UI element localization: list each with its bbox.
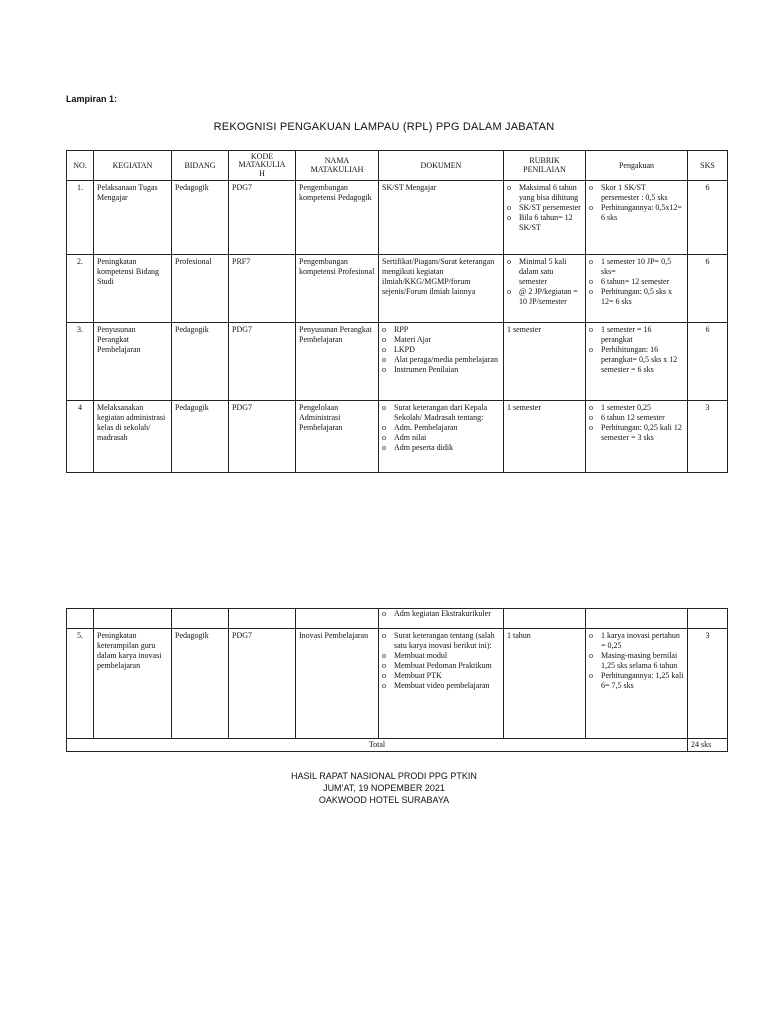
list-item: o 6 tahun= 12 semester: [601, 277, 684, 287]
attachment-label: Lampiran 1:: [66, 94, 118, 104]
cell-kegiatan: Pelaksanaan Tugas Mengajar: [94, 181, 172, 255]
cell-no: 3.: [67, 323, 94, 401]
cell-kegiatan: Penyusunan Perangkat Pembelajaran: [94, 323, 172, 401]
cell-rubrik: 1 semester: [504, 401, 586, 473]
header-bidang: BIDANG: [172, 151, 229, 181]
cell-sks: 3: [688, 629, 728, 739]
cell-empty: [67, 609, 94, 629]
list-item: o 1 semester 0,25: [601, 403, 684, 413]
cell-kode: PRF7: [229, 255, 296, 323]
cell-bidang: Pedagogik: [172, 181, 229, 255]
cell-empty: [504, 609, 586, 629]
cell-bidang: Pedagogik: [172, 401, 229, 473]
list-item: o RPP: [394, 325, 500, 335]
cell-pengakuan: [586, 629, 688, 739]
cell-nama: Pengembangan kompetensi Profesional: [296, 255, 379, 323]
header-rubrik: RUBRIK PENILAIAN: [504, 151, 586, 181]
list-item: o Alat peraga/media pembelajaran: [394, 355, 500, 365]
list-item: o 1 semester 10 JP= 0,5 sks=: [601, 257, 684, 277]
cell-sks: 6: [688, 255, 728, 323]
list-item: o Skor 1 SK/ST persemester : 0,5 sks: [601, 183, 684, 203]
header-dokumen: DOKUMEN: [379, 151, 504, 181]
table-row: [67, 255, 728, 323]
cell-no: 5.: [67, 629, 94, 739]
list-item: o 1 semester = 16 perangkat: [601, 325, 684, 345]
list-item: o Instrumen Penilaian: [394, 365, 500, 375]
list-item: o Perhitungan: 0,5 sks x 12= 6 sks: [601, 287, 684, 307]
cell-bidang: Pedagogik: [172, 323, 229, 401]
cell-nama: Pengembangan kompetensi Pedagogik: [296, 181, 379, 255]
table-row: [67, 323, 728, 401]
table-row-continuation: [67, 609, 728, 629]
cell-rubrik: [504, 181, 586, 255]
cell-kegiatan: Peningkatan keterampilan guru dalam karya inovasi pembelajaran: [94, 629, 172, 739]
cell-dokumen: [379, 401, 504, 473]
cell-dokumen: [379, 323, 504, 401]
cell-kode: PDG7: [229, 323, 296, 401]
cell-empty: [296, 609, 379, 629]
list-item: o Adm peserta didik: [394, 443, 500, 453]
header-sks: SKS: [688, 151, 728, 181]
list-item: o 1 karya inovasi pertahun = 0,25: [601, 631, 684, 651]
rpl-table-page-continued: [66, 608, 728, 752]
list-item: o Minimal 5 kali dalam satu semester: [519, 257, 582, 287]
cell-empty: [94, 609, 172, 629]
total-label: Total: [67, 739, 688, 752]
cell-empty: [688, 609, 728, 629]
list-item: o 6 tahun 12 semester: [601, 413, 684, 423]
cell-kegiatan: Peningkatan kompetensi Bidang Studi: [94, 255, 172, 323]
cell-bidang: Pedagogik: [172, 629, 229, 739]
list-item: o Perhitungannya: 0,5x12= 6 sks: [601, 203, 684, 223]
cell-rubrik: 1 semester: [504, 323, 586, 401]
list-item: o Surat keterangan dari Kepala Sekolah/ Madrasah tentang:: [394, 403, 500, 423]
cell-no: 1.: [67, 181, 94, 255]
cell-pengakuan: [586, 181, 688, 255]
cell-kegiatan: Melaksanakan kegiatan administrasi kelas di sekolah/ madrasah: [94, 401, 172, 473]
table-row: [67, 181, 728, 255]
cell-dokumen: [379, 629, 504, 739]
total-value: 24 sks: [688, 739, 728, 752]
cell-nama: Inovasi Pembelajaran: [296, 629, 379, 739]
cell-empty: [172, 609, 229, 629]
cell-nama: Penyusunan Perangkat Pembelajaran: [296, 323, 379, 401]
cell-kode: PDG7: [229, 629, 296, 739]
cell-rubrik: [504, 255, 586, 323]
cell-dokumen: Sertifikat/Piagam/Surat keterangan mengikuti kegiatan ilmiah/KKG/MGMP/forum sejenis/Forum ilmiah lainnya: [379, 255, 504, 323]
cell-empty: [586, 609, 688, 629]
list-item: o Perhitungan: 0,25 kali 12 semester = 3 sks: [601, 423, 684, 443]
cell-sks: 6: [688, 181, 728, 255]
cell-no: 2.: [67, 255, 94, 323]
list-item: o Perhihitungan: 16 perangkat= 0,5 sks x 12 semester = 6 sks: [601, 345, 684, 375]
footer-line: HASIL RAPAT NASIONAL PRODI PPG PTKIN: [291, 771, 477, 781]
cell-pengakuan: [586, 401, 688, 473]
cell-no: 4: [67, 401, 94, 473]
list-item: o Membuat Pedoman Praktikum: [394, 661, 500, 671]
list-item: o Membuat PTK: [394, 671, 500, 681]
list-item: o Maksimal 6 tahun yang bisa dihitung: [519, 183, 582, 203]
list-item: o Surat keterangan tentang (salah satu karya inovasi berikut ini):: [394, 631, 500, 651]
header-kegiatan: KEGIATAN: [94, 151, 172, 181]
document-title: REKOGNISI PENGAKUAN LAMPAU (RPL) PPG DALAM JABATAN: [213, 121, 555, 133]
footer-line: OAKWOOD HOTEL SURABAYA: [318, 795, 450, 805]
list-item: o Membuat video pembelajaran: [394, 681, 500, 691]
list-item: o Membuat modul: [394, 651, 500, 661]
cell-nama: Pengelolaan Administrasi Pembelajaran: [296, 401, 379, 473]
cell-bidang: Profesional: [172, 255, 229, 323]
cell-pengakuan: [586, 323, 688, 401]
list-item: o LKPD: [394, 345, 500, 355]
cell-kode: PDG7: [229, 401, 296, 473]
header-pengakuan: Pengakuan: [586, 151, 688, 181]
cell-dokumen: SK/ST Mengajar: [379, 181, 504, 255]
header-kode: KODE MATAKULIA H: [229, 151, 296, 181]
table-total-row: [67, 739, 728, 752]
footer-line: JUM’AT, 19 NOPEMBER 2021: [323, 783, 445, 793]
table-header-row: [67, 151, 728, 181]
table-row: [67, 629, 728, 739]
list-item: o Adm nilai: [394, 433, 500, 443]
cell-dokumen: [379, 609, 504, 629]
list-item: o SK/ST persemester: [519, 203, 582, 213]
cell-kode: PDG7: [229, 181, 296, 255]
list-item: o Bila 6 tahun= 12 SK/ST: [519, 213, 582, 233]
list-item: o Adm kegiatan Ekstrakurikuler: [394, 609, 500, 619]
header-nama: NAMA MATAKULIAH: [296, 151, 379, 181]
list-item: o Materi Ajar: [394, 335, 500, 345]
table-row: [67, 401, 728, 473]
rpl-table-page-top: [66, 150, 728, 473]
header-no: NO.: [67, 151, 94, 181]
list-item: o @ 2 JP/kegiatan = 10 JP/semester: [519, 287, 582, 307]
cell-pengakuan: [586, 255, 688, 323]
document-footer: [0, 770, 768, 806]
cell-sks: 3: [688, 401, 728, 473]
list-item: o Masing-masing bernilai 1,25 sks selama 6 tahun: [601, 651, 684, 671]
cell-sks: 6: [688, 323, 728, 401]
list-item: o Adm. Pembelajaran: [394, 423, 500, 433]
list-item: o Perhitungannya: 1,25 kali 6= 7,5 sks: [601, 671, 684, 691]
cell-rubrik: 1 tahun: [504, 629, 586, 739]
cell-empty: [229, 609, 296, 629]
